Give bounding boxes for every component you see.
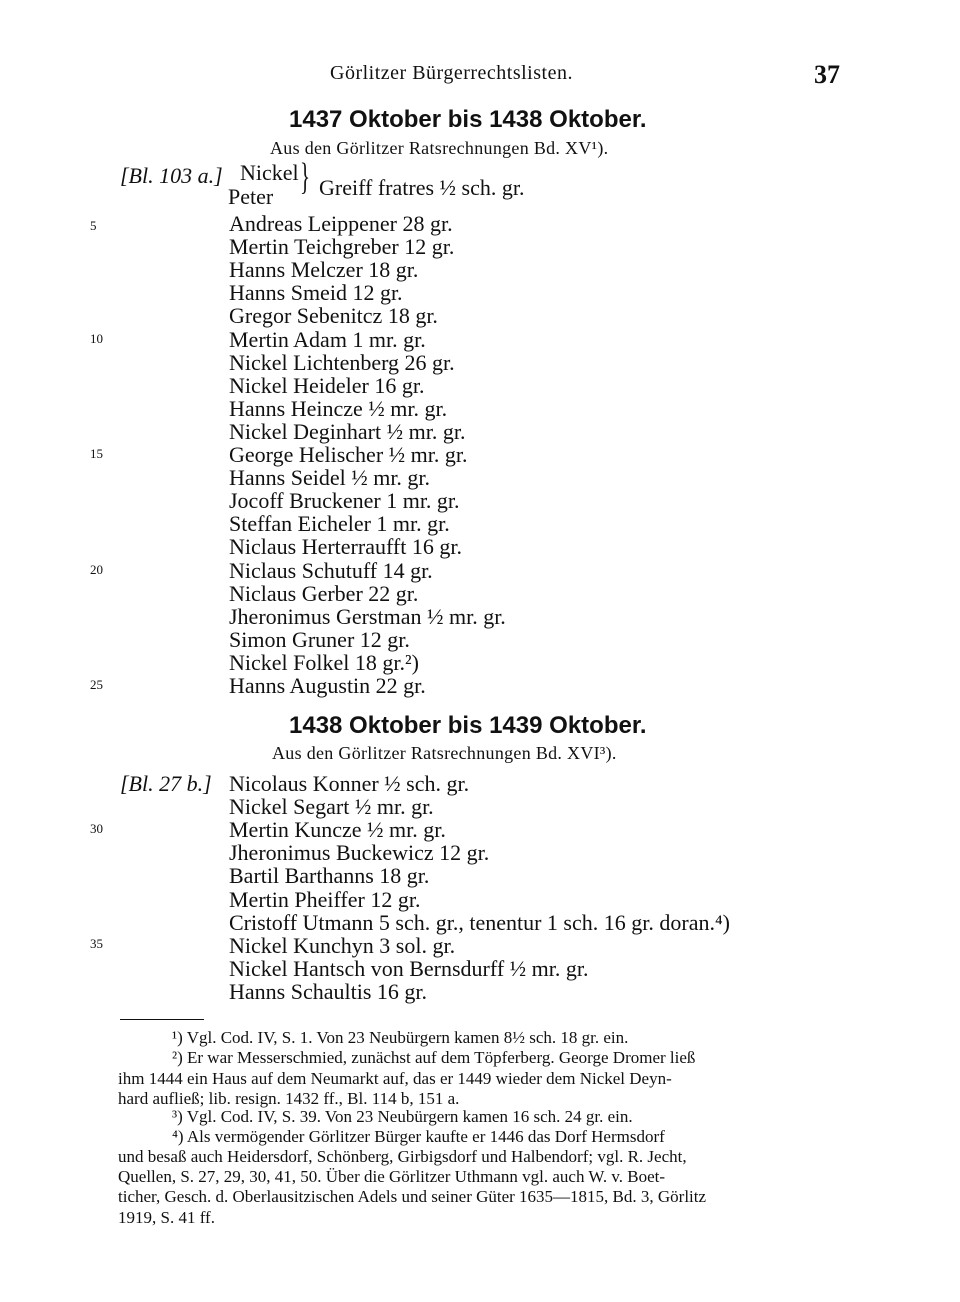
bracket-names xyxy=(228,160,299,209)
line-number: 30 xyxy=(90,821,103,836)
entry-line: Niclaus Gerber 22 gr. xyxy=(229,580,419,606)
entry-line: Cristoff Utmann 5 sch. gr., tenentur 1 sch. 16 gr. doran.⁴) xyxy=(229,909,730,935)
page-number: 37 xyxy=(814,60,840,89)
footnote-line: hard aufließ; lib. resign. 1432 ff., Bl. 114 b, 151 a. xyxy=(118,1089,460,1108)
entry-line: Andreas Leippener 28 gr. xyxy=(229,211,453,236)
entry-line: Mertin Kuncze ½ mr. gr. xyxy=(229,817,446,843)
entry-line: Mertin Teichgreber 12 gr. xyxy=(229,234,455,260)
footnote-line: ¹) Vgl. Cod. IV, S. 1. Von 23 Neubürgern kamen 8½ sch. 18 gr. ein. xyxy=(172,1028,629,1047)
brace-mark: } xyxy=(300,156,311,198)
running-title: Görlitzer Bürgerrechtslisten. xyxy=(330,62,573,84)
section-1-title: 1437 Oktober bis 1438 Oktober. xyxy=(289,106,647,133)
entry-line: Hanns Schaultis 16 gr. xyxy=(229,978,427,1004)
entry-line: Bartil Barthanns 18 gr. xyxy=(229,863,430,889)
line-number: 10 xyxy=(90,331,103,346)
footnote-line: Quellen, S. 27, 29, 30, 41, 50. Über die Görlitzer Uthmann vgl. auch W. v. Boet- xyxy=(118,1167,666,1186)
footnote-line: ³) Vgl. Cod. IV, S. 39. Von 23 Neubürgern kamen 16 sch. 24 gr. ein. xyxy=(172,1107,633,1126)
footnote-line: ⁴) Als vermögender Görlitzer Bürger kaufte er 1446 das Dorf Hermsdorf xyxy=(172,1127,665,1146)
entry-line: Mertin Adam 1 mr. gr. xyxy=(229,326,426,352)
entry-line: Nickel Hantsch von Bernsdurff ½ mr. gr. xyxy=(229,955,589,981)
bracket-name-peter: Peter xyxy=(228,184,274,209)
line-number: 35 xyxy=(90,936,103,951)
line-number: 20 xyxy=(90,562,103,577)
entry-line: Nickel Heideler 16 gr. xyxy=(229,372,425,398)
entry-line: Simon Gruner 12 gr. xyxy=(229,626,410,652)
entry-line: Steffan Eicheler 1 mr. gr. xyxy=(229,511,450,537)
entry-line: Nickel Lichtenberg 26 gr. xyxy=(229,349,455,375)
entry-line: Nickel Kunchyn 3 sol. gr. xyxy=(229,932,456,958)
section-2-subtitle: Aus den Görlitzer Ratsrechnungen Bd. XVI³). xyxy=(272,743,617,763)
entry-line: Nickel Deginhart ½ mr. gr. xyxy=(229,418,466,444)
footnote-line: und besaß auch Heidersdorf, Schönberg, Girbigsdorf und Halbendorf; vgl. R. Jecht, xyxy=(118,1147,687,1166)
entry-line: Gregor Sebenitcz 18 gr. xyxy=(229,303,438,329)
footnote-line: ihm 1444 ein Haus auf dem Neumarkt auf, das er 1449 wieder dem Nickel Deyn- xyxy=(118,1069,672,1088)
footnote-line: 1919, S. 41 ff. xyxy=(118,1208,215,1227)
entry-line: Niclaus Herterraufft 16 gr. xyxy=(229,534,462,560)
entry-line: Hanns Melczer 18 gr. xyxy=(229,257,419,283)
footnote-line: ²) Er war Messerschmied, zunächst auf dem Töpferberg. George Dromer ließ xyxy=(172,1048,696,1067)
section-2-title: 1438 Oktober bis 1439 Oktober. xyxy=(289,712,647,739)
line-number: 5 xyxy=(90,218,97,233)
bracket-text: Greiff fratres ½ sch. gr. xyxy=(319,175,525,200)
entry-line: Hanns Seidel ½ mr. gr. xyxy=(229,465,431,491)
section-1-subtitle: Aus den Görlitzer Ratsrechnungen Bd. XV¹). xyxy=(270,138,609,158)
entry-line: Hanns Heincze ½ mr. gr. xyxy=(229,395,448,421)
folio-ref-1: [Bl. 103 a.] xyxy=(120,163,223,188)
entry-line: George Helischer ½ mr. gr. xyxy=(229,442,468,467)
bracket-name-nickel: Nickel xyxy=(240,160,299,185)
entry-line: Jocoff Bruckener 1 mr. gr. xyxy=(229,488,460,514)
entry-line: Nickel Segart ½ mr. gr. xyxy=(229,794,434,820)
entry-line: Jheronimus Buckewicz 12 gr. xyxy=(229,840,490,866)
entry-line: Hanns Augustin 22 gr. xyxy=(229,673,426,698)
footnote-line: ticher, Gesch. d. Oberlausitzischen Adels und seiner Güter 1635—1815, Bd. 3, Görlitz xyxy=(118,1187,707,1206)
entry-line: Hanns Smeid 12 gr. xyxy=(229,280,403,306)
entry-line: Nicolaus Konner ½ sch. gr. xyxy=(229,771,470,796)
line-number: 25 xyxy=(90,677,103,692)
line-number: 15 xyxy=(90,446,103,461)
footnote-rule xyxy=(120,1019,204,1020)
entry-line: Jheronimus Gerstman ½ mr. gr. xyxy=(229,603,506,629)
folio-ref-2: [Bl. 27 b.] xyxy=(120,771,212,796)
entry-line: Mertin Pheiffer 12 gr. xyxy=(229,886,421,912)
entry-line: Nickel Folkel 18 gr.²) xyxy=(229,649,419,675)
entry-line: Niclaus Schutuff 14 gr. xyxy=(229,557,433,583)
